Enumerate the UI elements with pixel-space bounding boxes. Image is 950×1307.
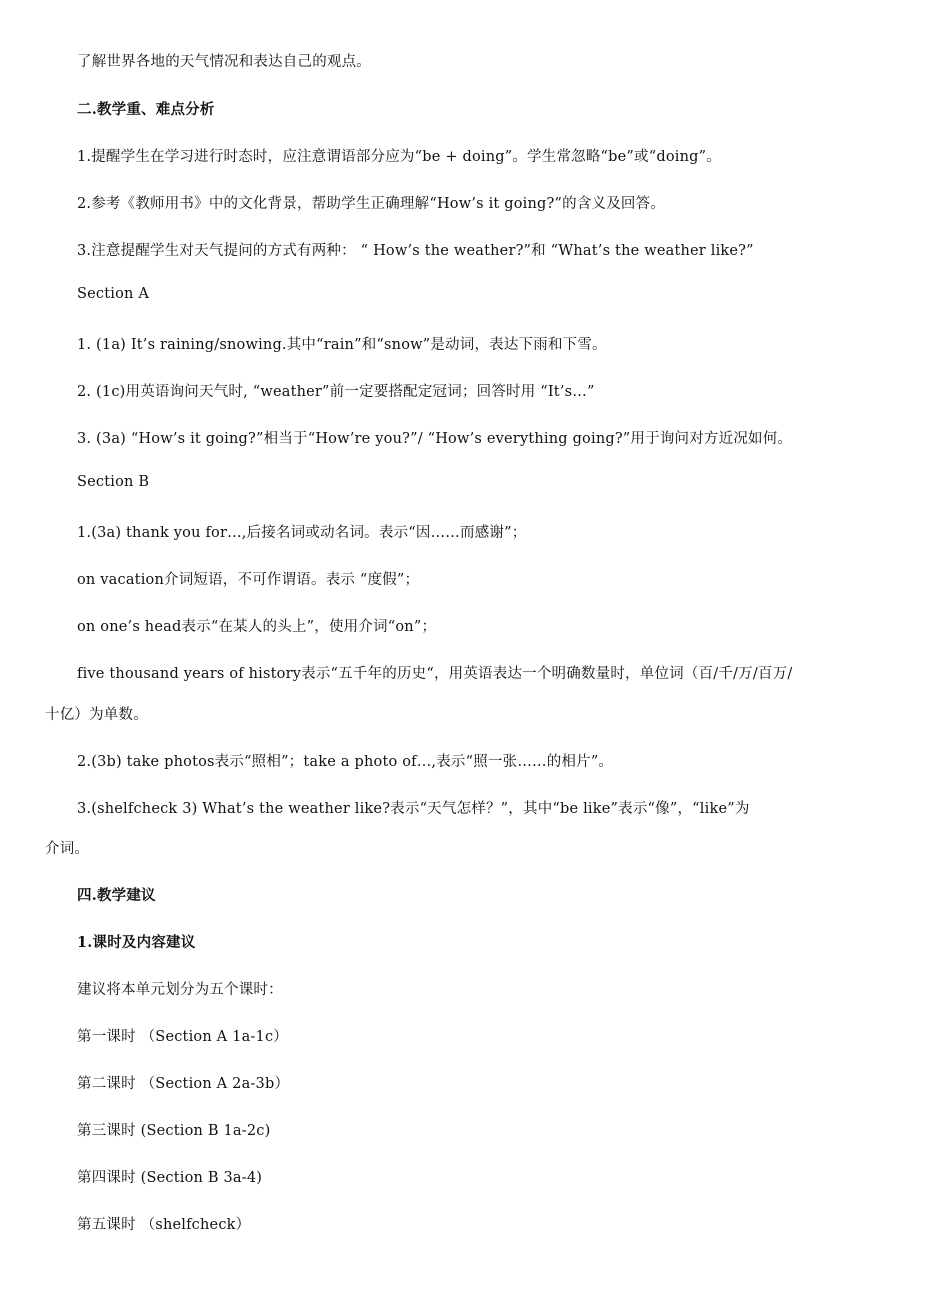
section-b-on-vacation: on vacation介词短语，不可作谓语。表示 “度假”； — [77, 572, 420, 588]
lesson-2: 第二课时 （Section A 2a-3b） — [77, 1076, 290, 1092]
section-a-point-3: 3. (3a) “How’s it going?”相当于“How’re you?”/ “How’s everything going?”用于询问对方近况如何。 — [77, 431, 793, 447]
section-b-on-ones-head: on one’s head表示“在某人的头上”，使用介词“on”； — [77, 619, 437, 635]
section-b-point-3-cont: 介词。 — [45, 841, 90, 857]
section-b-point-3: 3.(shelfcheck 3) What’s the weather like?表示“天气怎样？”，其中“be like”表示“像”，“like”为 — [77, 801, 750, 817]
intro-line: 了解世界各地的天气情况和表达自己的观点。 — [77, 54, 371, 70]
section-b-five-thousand-cont: 十亿）为单数。 — [45, 707, 148, 723]
lesson-4: 第四课时 (Section B 3a-4) — [77, 1170, 263, 1186]
lesson-5: 第五课时 （shelfcheck） — [77, 1217, 251, 1233]
lesson-1: 第一课时 （Section A 1a-1c） — [77, 1029, 288, 1045]
subheading-lessons: 1.课时及内容建议 — [77, 934, 196, 951]
key-point-2: 2.参考《教师用书》中的文化背景，帮助学生正确理解“How’s it going?”的含义及回答。 — [77, 196, 666, 212]
section-b-heading: Section B — [77, 474, 150, 490]
section-b-point-1: 1.(3a) thank you for…,后接名词或动名词。表示“因……而感谢”； — [77, 525, 527, 541]
section-b-point-2: 2.(3b) take photos表示“照相”；take a photo of…,表示“照一张……的相片”。 — [77, 754, 614, 770]
section-a-point-1: 1. (1a) It’s raining/snowing.其中“rain”和“snow”是动词，表达下雨和下雪。 — [77, 337, 607, 353]
section-heading-suggestions: 四.教学建议 — [77, 887, 156, 904]
section-a-point-2: 2. (1c)用英语询问天气时, “weather”前一定要搭配定冠词；回答时用 “It’s…” — [77, 384, 595, 400]
section-b-five-thousand: five thousand years of history表示“五千年的历史“，用英语表达一个明确数量时，单位词（百/千/万/百万/ — [77, 666, 793, 682]
lesson-3: 第三课时 (Section B 1a-2c) — [77, 1123, 271, 1139]
key-point-3: 3.注意提醒学生对天气提问的方式有两种： “ How’s the weather?”和 “What’s the weather like?” — [77, 243, 754, 259]
section-a-heading: Section A — [77, 286, 150, 302]
key-point-1: 1.提醒学生在学习进行时态时，应注意谓语部分应为“be + doing”。学生常忽略“be”或“doing”。 — [77, 149, 721, 165]
section-heading-key-points: 二.教学重、难点分析 — [77, 101, 215, 118]
lessons-intro: 建议将本单元划分为五个课时： — [77, 982, 283, 998]
